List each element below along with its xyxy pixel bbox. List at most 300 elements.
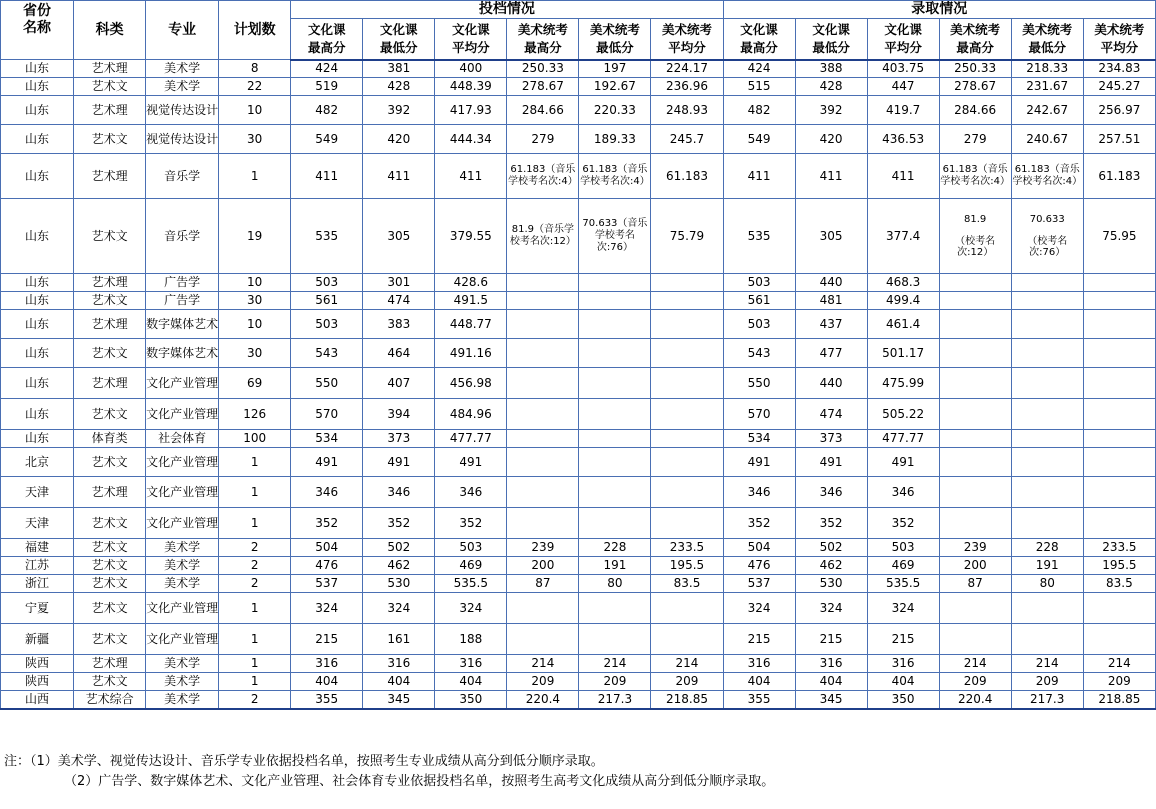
header-toudang-3[interactable]: 美术统考 最高分	[507, 19, 579, 60]
table-cell[interactable]: 324	[795, 593, 867, 624]
table-cell[interactable]	[939, 477, 1011, 508]
table-cell[interactable]: 福建	[1, 539, 74, 557]
table-cell[interactable]	[939, 430, 1011, 448]
table-cell[interactable]: 191	[1011, 557, 1083, 575]
table-cell[interactable]: 501.17	[867, 339, 939, 368]
table-cell[interactable]: 456.98	[435, 368, 507, 399]
table-cell[interactable]	[1083, 593, 1155, 624]
table-cell[interactable]: 403.75	[867, 60, 939, 78]
table-cell[interactable]: 艺术文	[74, 593, 146, 624]
table-cell[interactable]: 561	[723, 292, 795, 310]
header-luqu-0[interactable]: 文化课 最高分	[723, 19, 795, 60]
table-cell[interactable]	[1083, 274, 1155, 292]
table-cell[interactable]: 音乐学	[146, 199, 219, 274]
table-cell[interactable]: 503	[291, 274, 363, 292]
table-cell[interactable]: 448.39	[435, 78, 507, 96]
table-cell[interactable]: 209	[507, 673, 579, 691]
table-cell[interactable]: 491.16	[435, 339, 507, 368]
header-luqu-3[interactable]: 美术统考 最高分	[939, 19, 1011, 60]
table-cell[interactable]	[507, 339, 579, 368]
table-cell[interactable]: 1	[219, 477, 291, 508]
table-cell[interactable]: 482	[291, 96, 363, 125]
header-toudang-2[interactable]: 文化课 平均分	[435, 19, 507, 60]
table-cell[interactable]	[507, 448, 579, 477]
table-cell[interactable]: 215	[291, 624, 363, 655]
table-cell[interactable]: 474	[795, 399, 867, 430]
table-cell[interactable]: 艺术理	[74, 477, 146, 508]
table-cell[interactable]	[651, 508, 723, 539]
table-cell[interactable]	[1083, 477, 1155, 508]
table-cell[interactable]: 503	[723, 274, 795, 292]
table-cell[interactable]: 301	[363, 274, 435, 292]
table-cell[interactable]: 355	[723, 691, 795, 709]
header-toudang-5[interactable]: 美术统考 平均分	[651, 19, 723, 60]
table-cell[interactable]: 2	[219, 539, 291, 557]
table-cell[interactable]: 475.99	[867, 368, 939, 399]
table-cell[interactable]: 61.183（音乐学校考名次:4）	[579, 154, 651, 199]
table-cell[interactable]: 377.4	[867, 199, 939, 274]
table-cell[interactable]: 491	[723, 448, 795, 477]
table-cell[interactable]: 373	[363, 430, 435, 448]
table-cell[interactable]	[579, 292, 651, 310]
table-cell[interactable]: 411	[291, 154, 363, 199]
table-cell[interactable]	[1083, 339, 1155, 368]
table-cell[interactable]	[939, 593, 1011, 624]
table-cell[interactable]: 503	[867, 539, 939, 557]
table-cell[interactable]: 艺术文	[74, 399, 146, 430]
header-toudang-1[interactable]: 文化课 最低分	[363, 19, 435, 60]
table-cell[interactable]: 381	[363, 60, 435, 78]
table-cell[interactable]: 87	[939, 575, 1011, 593]
table-cell[interactable]: 316	[795, 655, 867, 673]
table-cell[interactable]: 324	[291, 593, 363, 624]
table-cell[interactable]: 515	[723, 78, 795, 96]
table-cell[interactable]: 324	[363, 593, 435, 624]
table-cell[interactable]: 484.96	[435, 399, 507, 430]
table-cell[interactable]: 217.3	[1011, 691, 1083, 709]
table-cell[interactable]: 411	[795, 154, 867, 199]
table-cell[interactable]: 350	[435, 691, 507, 709]
table-cell[interactable]: 242.67	[1011, 96, 1083, 125]
table-cell[interactable]: 山东	[1, 199, 74, 274]
table-cell[interactable]: 1	[219, 673, 291, 691]
table-cell[interactable]	[651, 593, 723, 624]
table-cell[interactable]: 428	[363, 78, 435, 96]
table-cell[interactable]: 233.5	[651, 539, 723, 557]
table-cell[interactable]	[1011, 624, 1083, 655]
table-cell[interactable]: 570	[291, 399, 363, 430]
table-cell[interactable]: 535.5	[867, 575, 939, 593]
table-cell[interactable]	[579, 399, 651, 430]
table-cell[interactable]: 30	[219, 125, 291, 154]
table-cell[interactable]: 艺术文	[74, 539, 146, 557]
header-major[interactable]: 专业	[146, 1, 219, 60]
table-cell[interactable]: 61.183（音乐学校考名次:4）	[1011, 154, 1083, 199]
table-cell[interactable]: 491	[291, 448, 363, 477]
header-luqu-5[interactable]: 美术统考 平均分	[1083, 19, 1155, 60]
table-cell[interactable]	[1011, 593, 1083, 624]
table-cell[interactable]: 346	[795, 477, 867, 508]
table-cell[interactable]: 70.633 （校考名次:76）	[1011, 199, 1083, 274]
table-cell[interactable]: 文化产业管理	[146, 368, 219, 399]
table-cell[interactable]: 美术学	[146, 78, 219, 96]
table-cell[interactable]: 1	[219, 593, 291, 624]
table-cell[interactable]: 428.6	[435, 274, 507, 292]
table-cell[interactable]: 山东	[1, 274, 74, 292]
table-cell[interactable]	[507, 624, 579, 655]
table-cell[interactable]: 519	[291, 78, 363, 96]
table-cell[interactable]: 宁夏	[1, 593, 74, 624]
table-cell[interactable]: 535	[291, 199, 363, 274]
table-cell[interactable]: 新疆	[1, 624, 74, 655]
table-cell[interactable]: 316	[363, 655, 435, 673]
table-cell[interactable]: 411	[867, 154, 939, 199]
table-cell[interactable]: 482	[723, 96, 795, 125]
table-cell[interactable]: 22	[219, 78, 291, 96]
table-cell[interactable]: 316	[435, 655, 507, 673]
table-cell[interactable]: 文化产业管理	[146, 399, 219, 430]
table-cell[interactable]	[651, 274, 723, 292]
table-cell[interactable]	[579, 274, 651, 292]
table-cell[interactable]: 209	[939, 673, 1011, 691]
table-cell[interactable]: 8	[219, 60, 291, 78]
table-cell[interactable]: 561	[291, 292, 363, 310]
table-cell[interactable]: 209	[1011, 673, 1083, 691]
table-cell[interactable]: 448.77	[435, 310, 507, 339]
table-cell[interactable]: 美术学	[146, 673, 219, 691]
table-cell[interactable]	[507, 310, 579, 339]
table-cell[interactable]	[651, 448, 723, 477]
table-cell[interactable]: 山东	[1, 78, 74, 96]
table-cell[interactable]: 195.5	[651, 557, 723, 575]
table-cell[interactable]: 音乐学	[146, 154, 219, 199]
table-cell[interactable]	[1011, 448, 1083, 477]
table-cell[interactable]: 503	[291, 310, 363, 339]
table-cell[interactable]: 228	[1011, 539, 1083, 557]
table-cell[interactable]: 美术学	[146, 557, 219, 575]
table-cell[interactable]: 491	[795, 448, 867, 477]
table-cell[interactable]: 美术学	[146, 655, 219, 673]
table-cell[interactable]: 324	[867, 593, 939, 624]
table-cell[interactable]: 文化产业管理	[146, 448, 219, 477]
table-cell[interactable]: 2	[219, 575, 291, 593]
table-cell[interactable]: 10	[219, 274, 291, 292]
header-plan[interactable]: 计划数	[219, 1, 291, 60]
table-cell[interactable]: 550	[291, 368, 363, 399]
header-group-luqu[interactable]: 录取情况	[723, 1, 1156, 19]
table-cell[interactable]: 214	[651, 655, 723, 673]
table-cell[interactable]: 艺术文	[74, 624, 146, 655]
table-cell[interactable]: 502	[363, 539, 435, 557]
table-cell[interactable]: 215	[867, 624, 939, 655]
table-cell[interactable]: 艺术文	[74, 673, 146, 691]
table-cell[interactable]: 324	[723, 593, 795, 624]
table-cell[interactable]: 1	[219, 448, 291, 477]
table-cell[interactable]: 279	[507, 125, 579, 154]
table-cell[interactable]: 499.4	[867, 292, 939, 310]
table-cell[interactable]: 陕西	[1, 655, 74, 673]
table-cell[interactable]: 山西	[1, 691, 74, 709]
table-cell[interactable]: 424	[291, 60, 363, 78]
table-cell[interactable]	[1083, 368, 1155, 399]
table-cell[interactable]	[1011, 339, 1083, 368]
table-cell[interactable]: 570	[723, 399, 795, 430]
table-cell[interactable]: 392	[363, 96, 435, 125]
table-cell[interactable]: 240.67	[1011, 125, 1083, 154]
table-cell[interactable]: 214	[1083, 655, 1155, 673]
table-cell[interactable]: 214	[939, 655, 1011, 673]
table-cell[interactable]: 220.33	[579, 96, 651, 125]
table-cell[interactable]: 艺术理	[74, 60, 146, 78]
table-cell[interactable]: 530	[363, 575, 435, 593]
table-cell[interactable]: 503	[723, 310, 795, 339]
table-cell[interactable]: 广告学	[146, 292, 219, 310]
table-cell[interactable]: 491	[867, 448, 939, 477]
table-cell[interactable]	[507, 292, 579, 310]
table-cell[interactable]: 284.66	[507, 96, 579, 125]
table-cell[interactable]: 87	[507, 575, 579, 593]
table-cell[interactable]: 373	[795, 430, 867, 448]
table-cell[interactable]: 233.5	[1083, 539, 1155, 557]
table-cell[interactable]: 30	[219, 292, 291, 310]
table-cell[interactable]: 文化产业管理	[146, 624, 219, 655]
table-cell[interactable]: 218.85	[651, 691, 723, 709]
header-toudang-0[interactable]: 文化课 最高分	[291, 19, 363, 60]
table-cell[interactable]	[579, 448, 651, 477]
table-cell[interactable]: 469	[435, 557, 507, 575]
table-cell[interactable]: 543	[723, 339, 795, 368]
table-cell[interactable]: 447	[867, 78, 939, 96]
table-cell[interactable]: 444.34	[435, 125, 507, 154]
table-cell[interactable]	[507, 593, 579, 624]
table-cell[interactable]: 75.79	[651, 199, 723, 274]
table-cell[interactable]	[579, 477, 651, 508]
table-cell[interactable]	[1083, 292, 1155, 310]
table-cell[interactable]: 山东	[1, 430, 74, 448]
table-cell[interactable]: 352	[291, 508, 363, 539]
table-cell[interactable]: 209	[1083, 673, 1155, 691]
table-cell[interactable]	[651, 430, 723, 448]
table-cell[interactable]: 艺术文	[74, 78, 146, 96]
table-cell[interactable]: 437	[795, 310, 867, 339]
table-cell[interactable]: 200	[507, 557, 579, 575]
table-cell[interactable]: 248.93	[651, 96, 723, 125]
header-toudang-4[interactable]: 美术统考 最低分	[579, 19, 651, 60]
table-cell[interactable]: 1	[219, 508, 291, 539]
table-cell[interactable]	[507, 368, 579, 399]
table-cell[interactable]: 346	[723, 477, 795, 508]
table-cell[interactable]: 549	[291, 125, 363, 154]
table-cell[interactable]: 305	[795, 199, 867, 274]
table-cell[interactable]	[651, 368, 723, 399]
table-cell[interactable]: 19	[219, 199, 291, 274]
table-cell[interactable]: 214	[579, 655, 651, 673]
table-cell[interactable]	[507, 508, 579, 539]
table-cell[interactable]	[939, 368, 1011, 399]
table-cell[interactable]: 209	[579, 673, 651, 691]
table-cell[interactable]: 83.5	[651, 575, 723, 593]
header-luqu-2[interactable]: 文化课 平均分	[867, 19, 939, 60]
table-cell[interactable]: 379.55	[435, 199, 507, 274]
table-cell[interactable]: 394	[363, 399, 435, 430]
table-cell[interactable]: 404	[291, 673, 363, 691]
table-cell[interactable]: 山东	[1, 96, 74, 125]
table-cell[interactable]: 天津	[1, 477, 74, 508]
table-cell[interactable]	[939, 624, 1011, 655]
header-luqu-1[interactable]: 文化课 最低分	[795, 19, 867, 60]
table-cell[interactable]: 浙江	[1, 575, 74, 593]
table-cell[interactable]: 艺术文	[74, 292, 146, 310]
table-cell[interactable]: 艺术文	[74, 448, 146, 477]
table-cell[interactable]: 352	[795, 508, 867, 539]
table-cell[interactable]: 视觉传达设计	[146, 125, 219, 154]
table-cell[interactable]	[579, 339, 651, 368]
table-cell[interactable]: 100	[219, 430, 291, 448]
table-cell[interactable]: 美术学	[146, 539, 219, 557]
table-cell[interactable]: 文化产业管理	[146, 477, 219, 508]
header-group-toudang[interactable]: 投档情况	[291, 1, 723, 19]
table-cell[interactable]	[1083, 448, 1155, 477]
table-cell[interactable]: 艺术文	[74, 125, 146, 154]
table-cell[interactable]: 346	[291, 477, 363, 508]
table-cell[interactable]: 477	[795, 339, 867, 368]
table-cell[interactable]	[651, 624, 723, 655]
table-cell[interactable]	[1011, 430, 1083, 448]
table-cell[interactable]: 411	[435, 154, 507, 199]
table-cell[interactable]: 404	[795, 673, 867, 691]
table-cell[interactable]: 316	[723, 655, 795, 673]
table-cell[interactable]: 352	[723, 508, 795, 539]
header-subject[interactable]: 科类	[74, 1, 146, 60]
table-cell[interactable]: 250.33	[507, 60, 579, 78]
table-cell[interactable]: 404	[435, 673, 507, 691]
table-cell[interactable]	[579, 593, 651, 624]
table-cell[interactable]: 艺术理	[74, 154, 146, 199]
table-cell[interactable]: 61.183	[1083, 154, 1155, 199]
table-cell[interactable]: 10	[219, 96, 291, 125]
table-cell[interactable]	[579, 624, 651, 655]
table-cell[interactable]	[651, 292, 723, 310]
table-cell[interactable]: 80	[579, 575, 651, 593]
table-cell[interactable]: 345	[795, 691, 867, 709]
header-province[interactable]: 省份 名称	[1, 1, 74, 60]
table-cell[interactable]: 407	[363, 368, 435, 399]
table-cell[interactable]: 239	[939, 539, 1011, 557]
table-cell[interactable]: 195.5	[1083, 557, 1155, 575]
table-cell[interactable]: 462	[363, 557, 435, 575]
table-cell[interactable]: 420	[363, 125, 435, 154]
table-cell[interactable]: 山东	[1, 125, 74, 154]
table-cell[interactable]	[1011, 292, 1083, 310]
table-cell[interactable]: 2	[219, 557, 291, 575]
table-cell[interactable]: 215	[723, 624, 795, 655]
table-cell[interactable]	[651, 399, 723, 430]
table-cell[interactable]: 400	[435, 60, 507, 78]
table-cell[interactable]: 537	[291, 575, 363, 593]
table-cell[interactable]: 477.77	[435, 430, 507, 448]
table-cell[interactable]: 69	[219, 368, 291, 399]
table-cell[interactable]	[939, 292, 1011, 310]
table-cell[interactable]: 504	[723, 539, 795, 557]
table-cell[interactable]: 数字媒体艺术	[146, 339, 219, 368]
table-cell[interactable]: 山东	[1, 368, 74, 399]
table-cell[interactable]: 艺术理	[74, 655, 146, 673]
table-cell[interactable]: 411	[363, 154, 435, 199]
table-cell[interactable]: 189.33	[579, 125, 651, 154]
table-cell[interactable]: 543	[291, 339, 363, 368]
table-cell[interactable]: 537	[723, 575, 795, 593]
table-cell[interactable]	[939, 448, 1011, 477]
table-cell[interactable]: 214	[507, 655, 579, 673]
table-cell[interactable]: 艺术综合	[74, 691, 146, 709]
table-cell[interactable]	[651, 339, 723, 368]
table-cell[interactable]: 山东	[1, 154, 74, 199]
table-cell[interactable]: 234.83	[1083, 60, 1155, 78]
table-cell[interactable]: 218.33	[1011, 60, 1083, 78]
table-cell[interactable]	[939, 339, 1011, 368]
table-cell[interactable]: 70.633（音乐学校考名次:76）	[579, 199, 651, 274]
table-cell[interactable]: 404	[363, 673, 435, 691]
table-cell[interactable]	[939, 399, 1011, 430]
table-cell[interactable]: 山东	[1, 339, 74, 368]
table-cell[interactable]: 239	[507, 539, 579, 557]
table-cell[interactable]: 424	[723, 60, 795, 78]
table-cell[interactable]: 220.4	[939, 691, 1011, 709]
table-cell[interactable]: 山东	[1, 399, 74, 430]
table-cell[interactable]: 388	[795, 60, 867, 78]
table-cell[interactable]	[1083, 310, 1155, 339]
table-cell[interactable]	[1083, 399, 1155, 430]
table-cell[interactable]: 504	[291, 539, 363, 557]
table-cell[interactable]: 417.93	[435, 96, 507, 125]
table-cell[interactable]	[579, 310, 651, 339]
table-cell[interactable]: 75.95	[1083, 199, 1155, 274]
table-cell[interactable]: 61.183（音乐学校考名次:4）	[939, 154, 1011, 199]
table-cell[interactable]: 61.183（音乐学校考名次:4）	[507, 154, 579, 199]
table-cell[interactable]: 464	[363, 339, 435, 368]
table-cell[interactable]: 404	[867, 673, 939, 691]
table-cell[interactable]: 美术学	[146, 575, 219, 593]
table-cell[interactable]: 440	[795, 274, 867, 292]
table-cell[interactable]: 476	[723, 557, 795, 575]
table-cell[interactable]: 天津	[1, 508, 74, 539]
table-cell[interactable]: 352	[363, 508, 435, 539]
table-cell[interactable]: 305	[363, 199, 435, 274]
table-cell[interactable]: 462	[795, 557, 867, 575]
table-cell[interactable]	[1011, 368, 1083, 399]
table-cell[interactable]: 535.5	[435, 575, 507, 593]
table-cell[interactable]: 北京	[1, 448, 74, 477]
table-cell[interactable]	[1083, 508, 1155, 539]
table-cell[interactable]: 245.7	[651, 125, 723, 154]
table-cell[interactable]: 艺术理	[74, 368, 146, 399]
table-cell[interactable]: 山东	[1, 310, 74, 339]
table-cell[interactable]	[1011, 508, 1083, 539]
table-cell[interactable]: 1	[219, 655, 291, 673]
table-cell[interactable]: 文化产业管理	[146, 593, 219, 624]
table-cell[interactable]: 文化产业管理	[146, 508, 219, 539]
table-cell[interactable]: 数字媒体艺术	[146, 310, 219, 339]
table-cell[interactable]: 艺术文	[74, 508, 146, 539]
table-cell[interactable]: 陕西	[1, 673, 74, 691]
table-cell[interactable]: 491	[435, 448, 507, 477]
header-luqu-4[interactable]: 美术统考 最低分	[1011, 19, 1083, 60]
table-cell[interactable]	[939, 508, 1011, 539]
table-cell[interactable]: 61.183	[651, 154, 723, 199]
table-cell[interactable]: 352	[435, 508, 507, 539]
table-cell[interactable]: 468.3	[867, 274, 939, 292]
table-cell[interactable]: 1	[219, 154, 291, 199]
